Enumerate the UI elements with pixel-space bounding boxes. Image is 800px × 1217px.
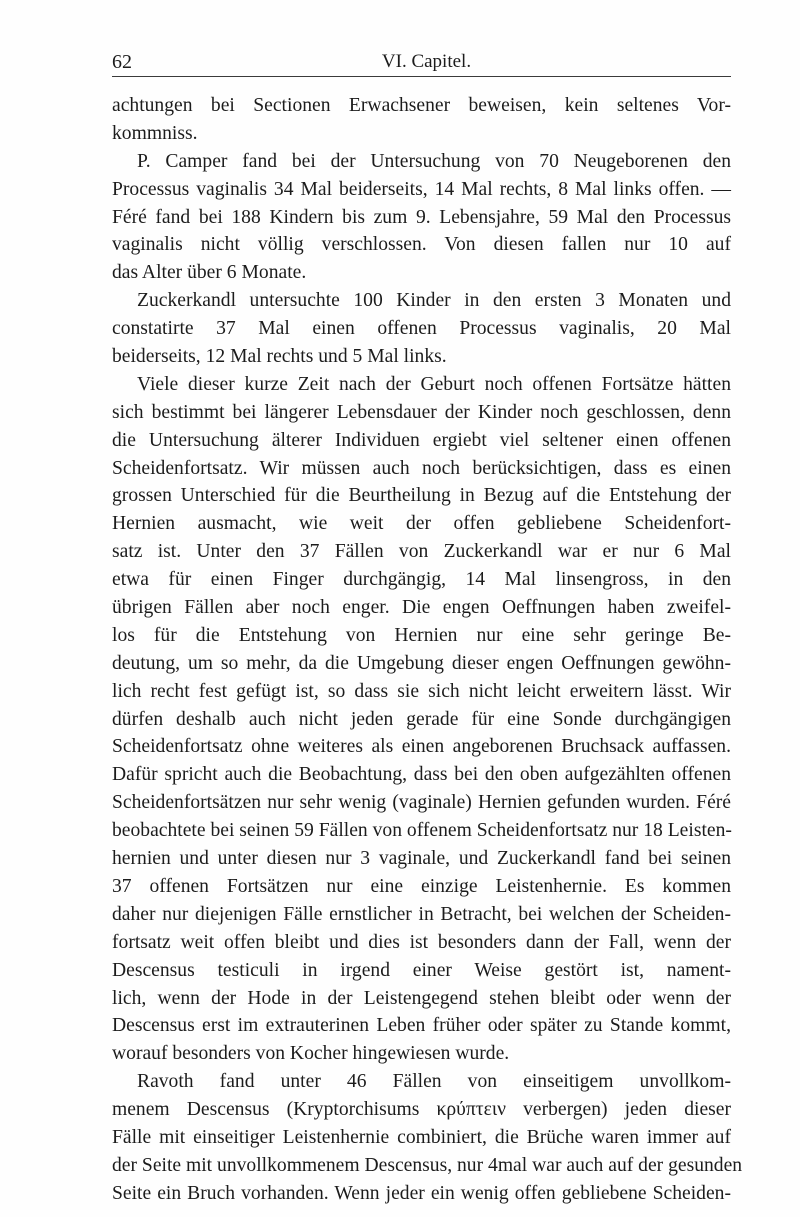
text-line: Processus vaginalis 34 Mal beiderseits, 14 Mal rechts, 8 Mal links offen. —	[112, 178, 731, 200]
text-line: Descensus erst im extrauterinen Leben früher oder später zu Stande kommt,	[112, 1015, 731, 1037]
text-line: vaginalis nicht völlig verschlossen. Von diesen fallen nur 10 auf	[112, 234, 731, 256]
text-line: Scheidenfortsätzen nur sehr wenig (vaginale) Hernien gefunden wurden. Féré	[112, 792, 731, 814]
text-line: lich, wenn der Hode in der Leistengegend stehen bleibt oder wenn der	[112, 987, 731, 1009]
text-line: grossen Unterschied für die Beurtheilung in Bezug auf die Entstehung der	[112, 485, 731, 507]
text-line: satz ist. Unter den 37 Fällen von Zuckerkandl war er nur 6 Mal	[112, 541, 731, 563]
text-line: Fälle mit einseitiger Leistenhernie combiniert, die Brüche waren immer auf	[112, 1126, 731, 1148]
text-line: beiderseits, 12 Mal rechts und 5 Mal links.	[112, 346, 447, 368]
text-line: Viele dieser kurze Zeit nach der Geburt noch offenen Fortsätze hätten	[137, 373, 731, 395]
text-line: achtungen bei Sectionen Erwachsener beweisen, kein seltenes Vor-	[112, 95, 731, 116]
chapter-title: VI. Capitel.	[381, 51, 472, 72]
text-line: los für die Entstehung von Hernien nur eine sehr geringe Be-	[112, 624, 731, 646]
text-line: dürfen deshalb auch nicht jeden gerade für eine Sonde durchgängigen	[112, 708, 731, 730]
text-line: etwa für einen Finger durchgängig, 14 Mal linsengross, in den	[112, 569, 731, 591]
text-line: Féré fand bei 188 Kindern bis zum 9. Lebensjahre, 59 Mal den Processus	[112, 206, 731, 228]
text-line: Scheidenfortsatz ohne weiteres als einen angeborenen Bruchsack auffassen.	[112, 736, 731, 758]
text-line: Scheidenfortsatz. Wir müssen auch noch berücksichtigen, dass es einen	[112, 457, 731, 479]
text-line: Seite ein Bruch vorhanden. Wenn jeder ein wenig offen gebliebene Scheiden-	[112, 1182, 731, 1204]
text-line: Hernien ausmacht, wie weit der offen gebliebene Scheidenfort-	[112, 513, 731, 535]
text-line: Ravoth fand unter 46 Fällen von einseitigem unvollkom-	[137, 1071, 731, 1093]
body-text	[112, 92, 743, 1208]
text-line: lich recht fest gefügt ist, so dass sie sich nicht leicht erweitern lässt. Wir	[112, 680, 731, 702]
text-line: die Untersuchung älterer Individuen ergiebt viel seltener einen offenen	[112, 429, 731, 451]
text-line: Zuckerkandl untersuchte 100 Kinder in den ersten 3 Monaten und	[137, 290, 731, 312]
text-line: Dafür spricht auch die Beobachtung, dass bei den oben aufgezählten offenen	[112, 764, 731, 786]
text-line: deutung, um so mehr, da die Umgebung dieser engen Oeffnungen gewöhn-	[112, 652, 731, 674]
text-line: P. Camper fand bei der Untersuchung von 70 Neugeborenen den	[137, 150, 731, 172]
text-line: constatirte 37 Mal einen offenen Processus vaginalis, 20 Mal	[112, 318, 731, 340]
text-line: daher nur diejenigen Fälle ernstlicher in Betracht, bei welchen der Scheiden-	[112, 903, 731, 925]
text-line: fortsatz weit offen bleibt und dies ist besonders dann der Fall, wenn der	[112, 931, 731, 953]
text-line: der Seite mit unvollkommenem Descensus, nur 4mal war auch auf der gesunden	[112, 1154, 743, 1176]
text-line: 37 offenen Fortsätzen nur eine einzige Leistenhernie. Es kommen	[112, 875, 731, 897]
text-line: hernien und unter diesen nur 3 vaginale, und Zuckerkandl fand bei seinen	[112, 848, 731, 870]
running-head	[112, 50, 731, 77]
text-line: übrigen Fällen aber noch enger. Die engen Oeffnungen haben zweifel-	[112, 597, 731, 619]
text-line: das Alter über 6 Monate.	[112, 262, 307, 284]
text-line: worauf besonders von Kocher hingewiesen wurde.	[112, 1043, 510, 1065]
text-line: beobachtete bei seinen 59 Fällen von offenem Scheidenfortsatz nur 18 Leisten-	[112, 820, 732, 842]
text-line: Descensus testiculi in irgend einer Weise gestört ist, nament-	[112, 959, 731, 981]
text-line: sich bestimmt bei längerer Lebensdauer der Kinder noch geschlossen, denn	[112, 401, 731, 423]
text-line: menem Descensus (Kryptorchisums κρύπτειν verbergen) jeden dieser	[112, 1099, 731, 1121]
page-number: 62	[112, 51, 132, 73]
text-line: kommniss.	[112, 122, 198, 144]
